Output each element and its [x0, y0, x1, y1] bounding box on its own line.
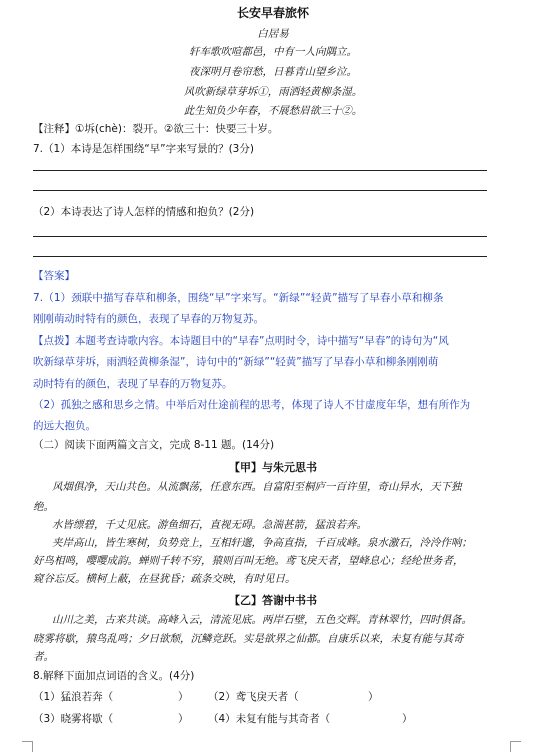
question-8-item-3-close: ） — [178, 713, 189, 725]
poem-line-4: 此生知负少年春，不展愁眉欲三十②。 — [183, 105, 363, 117]
poem-line-3: 风吹新绿草芽坼①，雨洒轻黄柳条湿。 — [183, 86, 363, 98]
tip-line-2: 吹新绿草芽坼，雨洒轻黄柳条湿”，诗句中的“新绿”“轻黄”描写了早春小草和柳条刚刚萌 — [33, 356, 439, 368]
passage-a-line-2: 绝。 — [33, 501, 54, 513]
passage-a-line-4: 夹岸高山，皆生寒树，负势竞上，互相轩邈，争高直指，千百成峰。泉水激石，泠泠作响； — [52, 537, 472, 549]
passage-a-line-1: 风烟俱净，天山共色。从流飘荡，任意东西。自富阳至桐庐一百许里，奇山异水，天下独 — [52, 481, 462, 493]
answer-line — [33, 170, 487, 171]
question-8-item-4: （4）未复有能与其奇者（ — [208, 713, 331, 725]
question-7-2: （2）本诗表达了诗人怎样的情感和抱负？(2分) — [33, 206, 255, 218]
answer-line — [33, 190, 487, 191]
answer-line — [33, 236, 487, 237]
passage-a-line-6: 窥谷忘反。横柯上蔽，在昼犹昏；疏条交映，有时见日。 — [33, 573, 296, 585]
question-8-item-2: （2）鸢飞戾天者（ — [208, 691, 299, 703]
page-corner-mark — [22, 741, 33, 752]
answer-2-line-2: 的远大抱负。 — [33, 420, 96, 432]
section-heading: （二）阅读下面两篇文言文，完成 8-11 题。(14分) — [33, 439, 275, 451]
passage-a-title: 【甲】与朱元思书 — [229, 461, 317, 474]
question-8-item-2-close: ） — [368, 691, 379, 703]
poem-title: 长安早春旅怀 — [236, 6, 309, 20]
answer-1-line-2: 刚刚萌动时特有的颜色，表现了早春的万物复苏。 — [33, 313, 264, 325]
answer-line — [33, 256, 487, 257]
question-8-item-4-close: ） — [402, 713, 413, 725]
answer-2-line-1: （2）孤独之感和思乡之情。中举后对仕途前程的思考，体现了诗人不甘虚度年华，想有所作为 — [33, 399, 471, 411]
question-8-stem: 8.解释下面加点词语的含义。(4分) — [33, 670, 195, 682]
passage-b-title: 【乙】答谢中书书 — [229, 594, 317, 607]
passage-b-line-3: 者。 — [33, 651, 54, 663]
poem-line-2: 夜深明月卷帘愁，日暮青山望乡泣。 — [189, 66, 357, 78]
poem-line-1: 轩车歌吹喧都邑，中有一人向隅立。 — [189, 46, 357, 58]
passage-b-line-1: 山川之美，古来共谈。高峰入云，清流见底。两岸石壁，五色交辉。青林翠竹，四时俱备。 — [52, 614, 472, 626]
passage-a-line-5: 好鸟相鸣，嘤嘤成韵。蝉则千转不穷，猿则百叫无绝。鸢飞戾天者，望峰息心；经纶世务者， — [33, 555, 464, 567]
question-8-item-3: （3）晓雾将歇（ — [33, 713, 114, 725]
passage-a-line-3: 水皆缥碧，千丈见底。游鱼细石，直视无碍。急湍甚箭，猛浪若奔。 — [52, 519, 367, 531]
poem-note: 【注释】①坼(chè)：裂开。②欲三十：快要三十岁。 — [33, 123, 279, 135]
poem-author: 白居易 — [257, 28, 289, 40]
tip-line-1: 【点拨】本题考查诗歌内容。本诗题目中的“早春”点明时令，诗中描写“早春”的诗句为“风 — [33, 335, 449, 347]
question-7-1: 7.（1）本诗是怎样围绕“早”字来写景的？(3分) — [33, 143, 254, 155]
question-8-item-1-close: ） — [178, 691, 189, 703]
page-corner-mark — [510, 741, 521, 752]
tip-line-3: 动时特有的颜色，表现了早春的万物复苏。 — [33, 378, 233, 390]
passage-b-line-2: 晓雾将歇，猿鸟乱鸣；夕日欲颓，沉鳞竞跃。实是欲界之仙都。自康乐以来，未复有能与其奇 — [33, 633, 464, 645]
question-8-item-1: （1）猛浪若奔（ — [33, 691, 114, 703]
answer-1-line-1: 7.（1）颈联中描写春草和柳条，围绕“早”字来写。“新绿”“轻黄”描写了早春小草和柳条 — [33, 292, 444, 304]
answer-header: 【答案】 — [33, 270, 75, 282]
